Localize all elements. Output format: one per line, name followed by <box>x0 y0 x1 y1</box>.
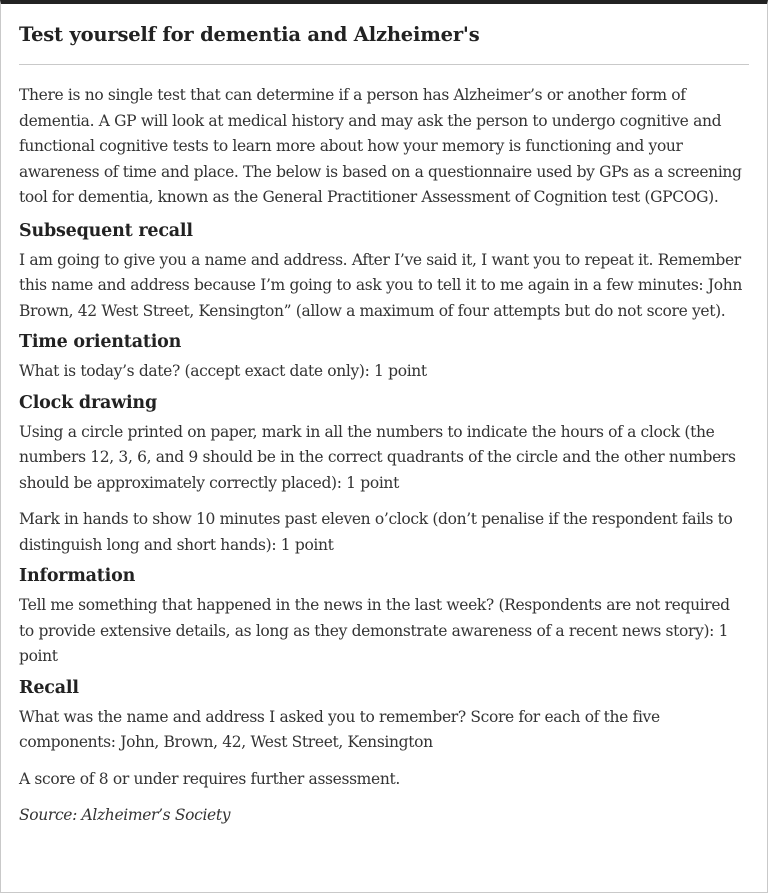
section-heading: Subsequent recall <box>19 220 193 241</box>
section-subsequent-recall <box>19 219 749 325</box>
section-paragraph: What was the name and address I asked you to remember? Score for each of the five components: John, Brown, 42, West Street, Kensington <box>19 707 660 751</box>
section-clock-drawing <box>19 391 749 559</box>
section-paragraph: I am going to give you a name and address. After I’ve said it, I want you to repeat it. Remember this name and address because I’m going to ask you to tell it to me again in a few minutes: John Brown, 42 West Street, Kensington” (allow a maximum of four attempts but do not score yet). <box>19 250 742 320</box>
section-heading: Clock drawing <box>19 392 157 413</box>
section-time-orientation <box>19 330 749 385</box>
section-paragraph: Using a circle printed on paper, mark in all the numbers to indicate the hours of a clock (the numbers 12, 3, 6, and 9 should be in the correct quadrants of the circle and the other numbers should be approximately correctly placed): 1 point <box>19 422 736 492</box>
source-credit: Source: Alzheimer’s Society <box>19 806 231 824</box>
section-paragraph: Tell me something that happened in the news in the last week? (Respondents are not required to provide extensive details, as long as they demonstrate awareness of a recent news story): 1 point <box>19 596 730 665</box>
section-paragraph: Mark in hands to show 10 minutes past eleven o’clock (don’t penalise if the respondent fails to distinguish long and short hands): 1 point <box>19 510 733 554</box>
section-heading: Information <box>19 566 136 586</box>
score-note: A score of 8 or under requires further assessment. <box>19 769 400 788</box>
intro-paragraph: There is no single test that can determine if a person has Alzheimer’s or another form of dementia. A GP will look at medical history and may ask the person to undergo cognitive and functional cognitive tests to learn more about how your memory is functioning and your awareness of time and place. The below is based on a questionnaire used by GPs as a screening tool for dementia, known as the General Practitioner Assessment of Cognition test (GPCOG). <box>19 86 742 206</box>
section-paragraph: What is today’s date? (accept exact date only): 1 point <box>19 362 427 380</box>
article-content <box>1 4 767 829</box>
page-title: Test yourself for dementia and Alzheimer's <box>19 23 480 46</box>
section-information <box>19 564 749 670</box>
title-divider <box>19 64 749 65</box>
section-heading: Recall <box>19 677 79 698</box>
section-recall <box>19 676 749 793</box>
section-heading: Time orientation <box>19 332 182 352</box>
